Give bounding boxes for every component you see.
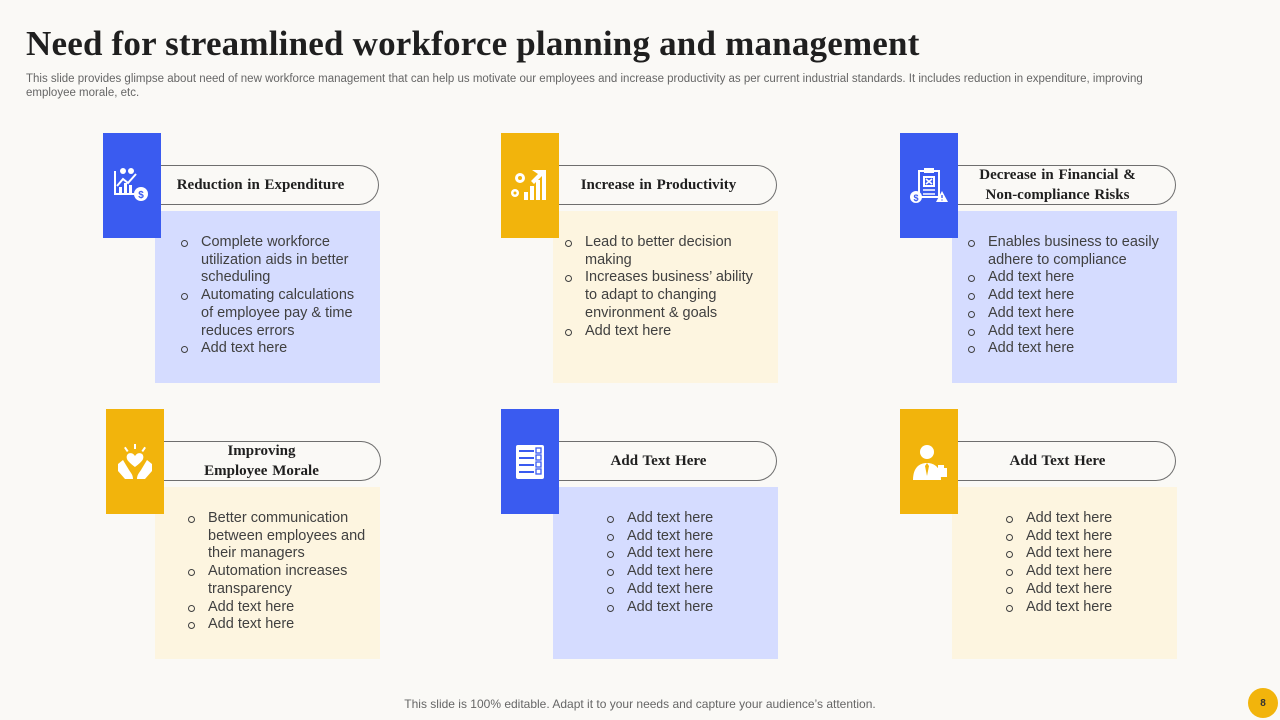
card-icon-tile bbox=[900, 133, 958, 238]
card-decrease-in-risks bbox=[900, 133, 1180, 393]
list-item: Add text here bbox=[188, 616, 373, 634]
list-item: Add text here bbox=[1006, 563, 1156, 581]
card-icon-tile bbox=[501, 133, 559, 238]
expense-chart-money-icon bbox=[112, 166, 152, 206]
card-heading: Add Text Here bbox=[1009, 453, 1106, 469]
card-icon-tile bbox=[900, 409, 958, 514]
list-item: Automation increases transparency bbox=[188, 563, 373, 598]
list-item: Add text here bbox=[607, 581, 757, 599]
card-add-text-here-2 bbox=[900, 409, 1180, 669]
list-item: Add text here bbox=[968, 269, 1168, 287]
card-heading-pill bbox=[541, 441, 777, 481]
list-item: Increases business’ ability to adapt to changing environment & goals bbox=[565, 269, 765, 322]
card-increase-in-productivity bbox=[501, 133, 781, 393]
businessman-icon bbox=[909, 442, 949, 482]
card-heading-pill bbox=[940, 165, 1176, 205]
card-reduction-in-expenditure bbox=[103, 133, 383, 393]
list-item: Enables business to easily adhere to compliance bbox=[968, 234, 1168, 269]
card-heading: Add Text Here bbox=[610, 453, 707, 469]
list-item: Add text here bbox=[607, 528, 757, 546]
list-item: Add text here bbox=[1006, 528, 1156, 546]
list-item: Lead to better decision making bbox=[565, 234, 765, 269]
card-heading: Improving Employee Morale bbox=[204, 443, 319, 479]
list-item: Add text here bbox=[607, 599, 757, 617]
card-heading-pill bbox=[143, 441, 381, 481]
card-heading-pill bbox=[940, 441, 1176, 481]
svg-text:$: $ bbox=[913, 192, 919, 203]
list-item: Add text here bbox=[188, 599, 373, 617]
list-item: Add text here bbox=[607, 545, 757, 563]
list-item: Add text here bbox=[1006, 510, 1156, 528]
card-icon-tile bbox=[106, 409, 164, 514]
list-item: Add text here bbox=[968, 340, 1168, 358]
card-bullet-list bbox=[607, 510, 757, 616]
productivity-growth-icon bbox=[510, 166, 550, 206]
card-add-text-here-1 bbox=[501, 409, 781, 669]
list-item: Add text here bbox=[1006, 599, 1156, 617]
card-improving-employee-morale bbox=[106, 409, 386, 669]
list-item: Add text here bbox=[968, 287, 1168, 305]
list-item: Add text here bbox=[607, 563, 757, 581]
card-heading: Increase in Productivity bbox=[580, 177, 737, 193]
list-item: Complete workforce utilization aids in better scheduling bbox=[181, 234, 366, 287]
list-item: Automating calculations of employee pay & time reduces errors bbox=[181, 287, 366, 340]
card-bullet-list bbox=[188, 510, 373, 634]
list-item: Add text here bbox=[968, 305, 1168, 323]
list-item: Add text here bbox=[968, 323, 1168, 341]
risk-document-icon bbox=[909, 166, 949, 206]
morale-heart-hands-icon bbox=[115, 442, 155, 482]
list-item: Add text here bbox=[607, 510, 757, 528]
list-item: Add text here bbox=[181, 340, 366, 358]
card-bullet-list bbox=[1006, 510, 1156, 616]
list-item: Better communication between employees and their managers bbox=[188, 510, 373, 563]
checklist-icon bbox=[510, 442, 550, 482]
card-heading-pill bbox=[541, 165, 777, 205]
card-heading: Decrease in Financial & Non-compliance Risks bbox=[979, 167, 1136, 203]
card-bullet-list bbox=[565, 234, 765, 340]
slide-subtitle: This slide provides glimpse about need of new workforce management that can help us motivate our employees and increase productivity as per current industrial standards. It includes reduction in expenditure, improving employee morale, etc. bbox=[26, 73, 1143, 99]
card-icon-tile bbox=[103, 133, 161, 238]
card-heading-pill bbox=[143, 165, 379, 205]
footer-note: This slide is 100% editable. Adapt it to your needs and capture your audience’s attention. bbox=[404, 697, 876, 711]
list-item: Add text here bbox=[1006, 545, 1156, 563]
page-number-badge: 8 bbox=[1248, 688, 1278, 718]
list-item: Add text here bbox=[1006, 581, 1156, 599]
card-icon-tile bbox=[501, 409, 559, 514]
svg-text:$: $ bbox=[138, 189, 144, 201]
slide-title: Need for streamlined workforce planning and management bbox=[26, 24, 920, 63]
list-item: Add text here bbox=[565, 323, 765, 341]
card-heading: Reduction in Expenditure bbox=[176, 177, 345, 193]
card-bullet-list bbox=[181, 234, 366, 358]
card-bullet-list bbox=[968, 234, 1168, 358]
